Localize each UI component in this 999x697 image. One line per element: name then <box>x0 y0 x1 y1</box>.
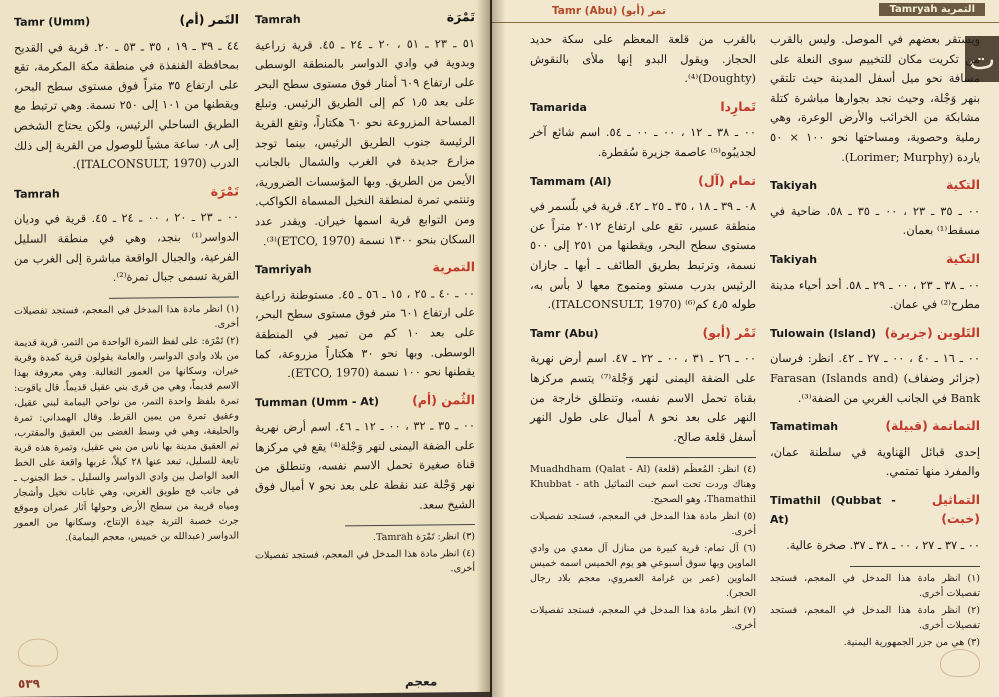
footnote: (٤) انظر: المُعظَم (قلعة) Muadhdham (Qalat - Al) وهناك وردت تحت اسم خبت التماثيل Khubbat - ath Thamathil، وهو الصحيح. <box>530 464 756 506</box>
entry-text: ٠٠ ـ ٣٨ ـ ١٢ ، ٠٠ ـ ٠٠ ـ ٥٤. اسم شائع آخر لجديبُوه⁽⁵⁾ عاصمة جزيرة سُقطرة. <box>530 125 756 159</box>
dictionary-entry <box>530 30 756 89</box>
entry-arabic-title: التَمر (أم) <box>179 11 239 28</box>
entry-text: بالقرب من قلعة المعظم على سكة حديد الحجاز. ويقول البدو إنها ملأى بالنقوش (Doughty)⁽⁴⁾. <box>530 32 756 86</box>
running-header <box>492 0 999 23</box>
section-letter-tab: ت <box>965 36 999 82</box>
entry-arabic-title: تَمْرَة <box>446 9 475 25</box>
entry-heading <box>770 490 980 530</box>
right-page-right-column <box>770 30 980 652</box>
entry-latin-title: Tamr (Abu) <box>530 326 599 340</box>
entry-text: ٠٠ ـ ١٦ ـ ٤٠ ، ٠٠ ـ ٢٧ ـ ٤٢. انظر: فرسان (جزائر وضفاف) (Farasan (Islands and Bank في الجانب الغربي من الضفة⁽³⁾. <box>770 351 980 405</box>
entry-arabic-title: تمام (آل) <box>698 172 756 188</box>
entry-arabic-title: التَلوين (جزيرة) <box>884 324 980 340</box>
footnote: (٦) آل تمام: قرية كبيرة من منازل آل معدي من وادي الماوين وبها سوق أسبوعي هو يوم الخميس اسمه خميس الماوين (عمر بن غرامة العمروي، معجم بلاد رجال الحجر). <box>530 543 756 600</box>
dictionary-entry <box>770 416 980 482</box>
entry-arabic-title: التمرية <box>432 259 475 275</box>
dictionary-entry <box>770 175 980 241</box>
entry-latin-title: Tamarida <box>530 100 587 114</box>
dictionary-entry <box>255 7 475 251</box>
entry-arabic-title: الثُمن (أم) <box>412 391 475 408</box>
footnote: (٣) انظر: تَمْرَة Tamrah. <box>372 531 475 544</box>
entry-heading <box>255 7 475 30</box>
footnote: (٧) انظر مادة هذا المدخل في المعجم، فستجد تفصيلات أخرى. <box>530 605 756 632</box>
entry-latin-title: Takiyah <box>770 179 818 193</box>
footnote: (٣) هي من جزر الجمهورية اليمنية. <box>843 636 980 648</box>
running-header-left: Tamr (Abu) تمر (أبو) <box>552 5 666 17</box>
entry-latin-title: Tammam (Al) <box>530 174 612 188</box>
ornament-icon <box>18 638 58 666</box>
dictionary-entry <box>530 97 756 163</box>
running-header-tab: Tamryah التمرية <box>879 3 985 16</box>
ornament-icon <box>940 649 980 677</box>
entry-latin-title: Timathil (Qubbat - At) <box>770 493 896 527</box>
entry-text: ٠٠ ـ ٢٦ ـ ٣١ ، ٠٠ ـ ٢٢ ـ ٤٧. اسم أرض نهرية على الضفة اليمنى لنهر وَجْلة⁽⁷⁾ يتسم مركزها بقناة تحمل الاسم نفسه، وتنطلق خارجة من النهر على بعد نحو ٨ أميال على طول النهر أسفل قلعة صالح. <box>530 351 756 444</box>
dictionary-entry <box>770 323 980 408</box>
entry-heading <box>770 416 980 437</box>
entry-text: ٠٠ ـ ٣٥ ـ ٣٢ ، ٠٠ ـ ١٢ ـ ٤٦. اسم أرض نهرية على الضفة اليمنى لنهر وَجْلة⁽⁴⁾ يقع في مركزها قناة صغيرة تحمل الاسم نفسه، وتنطلق من نهر وَجْلة عند نقطة على بعد نحو ٧ أميال فوق الشيخ سعد. <box>255 418 476 512</box>
dictionary-entry <box>14 181 239 288</box>
entry-latin-title: Tamrah <box>255 12 301 27</box>
entry-heading <box>530 323 756 344</box>
footnote: (٢) تَمْرَة: على لفظ التمرة الواحدة من التمر، قرية قديمة من بلاد وادي الدواسر، والعامة يقولون قرية كمدة وقرية خيران، وسكانها من العمور التغالبة. وهي معروفة بهذا الاسم قديماً، وهي من قرى بني عقيل قديماً. قال ياقوت: تمرة بلفظ واحدة التمر، من نواحي اليمامة لبني عقيل، وعقيق تمرة من يمين القرط. وقال الهمداني: تمرة والحليفة، وهي في وسط الغضى بين العقيق والمقترب، ثم العقيق مدينة بها ناس من بني عقيل، وتمرة هذه قرية تابعة للسليل، تبعد عنها ٢٨ كيلاً، غربها واقعة على الخط العبد الواصل بين وادي الدواسر والسليل ـ خط الجنوب ـ في جانب فج طويق الغربي، وهي غابات نخيل وأشجار ومياه قريبة من سطح الأرض وحولها آثار عمران وموقع جرث خصبة التربة جيدة الإنتاج، وسكانها من العمور الدواسر (عبدالله بن خميس، معجم اليمامة). <box>14 335 239 544</box>
entry-heading <box>530 171 756 192</box>
footnote: (٤) انظر مادة هذا المدخل في المعجم، فستجد تفصيلات أخرى. <box>255 548 475 575</box>
entry-heading <box>770 175 980 196</box>
entry-arabic-title: التماثيل (خبت) <box>931 491 980 527</box>
entry-text: ٥١ ـ ٢٣ ـ ٥١ ، ٢٠ ـ ٢٤ ـ ٤٥. قرية زراعية وبدوية في وادي الدواسر بالمنطقة الوسطى على ارتفاع ٦٠٩ أمتار فوق مستوى سطح البحر على بعد ١٫٥ كم إلى الطريق الرئيس. وتبلغ المساحة المزروعة نحو ٦٠ هكتاراً، وتقع القرية الرئيسة جنوب الطريق الرئيس، بينما توجد مزارع جديدة في الغرب والشمال بالجانب الأيمن من الطريق. وبها المؤسسات الضرورية، وتنتمي تمرة لمنطقة النخيل المسماة الكواكب. ومن التوابع قرية اسمها خيران. ويقدر عدد السكان بنحو ١٣٠٠ نسمة (ETCO, 1970)⁽³⁾. <box>255 35 475 248</box>
entry-heading <box>255 390 475 413</box>
dictionary-entry <box>255 390 475 517</box>
dictionary-entry <box>255 257 475 384</box>
entry-text: ٤٤ ـ ٣٩ ـ ١٩ ، ٣٥ ـ ٥٣ ـ ٢٠. قرية في القديح بمحافظة القنفذة في منطقة مكة المكرمة، تقع على ارتفاع ٣٥ متراً فوق مستوى سطح البحر، ويقطنها من ١٠١ إلى ٢٥٠ نسمة. وهي ترتبط مع الطريق الساحلي الرئيس، ولكن يحتاج الشخص إلى ٠٫٨ ساعة مشياً للوصول من القرية إلى ذلك الدرب (ITALCONSULT, 1970). <box>14 38 240 172</box>
entry-latin-title: Tamriyah <box>255 262 312 277</box>
dictionary-entry <box>530 323 756 448</box>
entry-arabic-title: تَمْر (أبو) <box>702 324 756 340</box>
entry-arabic-title: التكية <box>945 177 980 193</box>
entry-heading <box>770 249 980 270</box>
entry-arabic-title: تَمْرَة <box>210 183 239 199</box>
entry-text: ٠٠ ـ ٢٣ ـ ٢٠ ، ٠٠ ـ ٢٤ ـ ٤٥. قرية في وديان الدواسر⁽¹⁾ بنجد، وهي في منطقة السليل الفرعية، والجبال الواقعة مباشرة إلى الغرب من القرية تسمى جبال تمرة⁽²⁾. <box>14 209 239 284</box>
entry-heading <box>255 257 475 280</box>
entry-heading <box>530 97 756 118</box>
left-page-left-column <box>14 5 239 547</box>
entry-text: ٠٠ ـ ٣٧ ـ ٢٧ ، ٠٠ ـ ٣٨ ـ ٣٧. صخرة عالية. <box>786 538 980 553</box>
entry-latin-title: Tumman (Umm - At) <box>255 394 380 410</box>
entry-heading <box>14 181 239 204</box>
entry-heading <box>14 9 239 32</box>
dictionary-entry <box>770 490 980 556</box>
right-page-left-column <box>530 30 756 635</box>
dictionary-entry <box>770 30 980 167</box>
footnote: (٢) انظر مادة هذا المدخل في المعجم، فستجد تفصيلات أخرى. <box>770 604 980 631</box>
footer-mark: معجم <box>405 674 438 689</box>
left-page <box>0 0 490 697</box>
entry-latin-title: Tamatimah <box>770 420 839 434</box>
entry-text: ٠٠ ـ ٣٥ ـ ٢٣ ، ٠٠ ـ ٣٥ ـ ٥٨. ضاحية في مسقط⁽¹⁾ بعمان. <box>770 203 980 238</box>
entry-text: ٠٠ ـ ٣٨ ـ ٢٣ ، ٠٠ ـ ٢٩ ـ ٥٨. أحد أحياء مدينة مطرح⁽²⁾ في عمان. <box>770 277 980 312</box>
footnote: (٥) انظر مادة هذا المدخل في المعجم، فستجد تفصيلات أخرى. <box>530 511 756 538</box>
dictionary-entry <box>770 249 980 315</box>
entry-arabic-title: التماتمة (قبيلة) <box>885 418 980 434</box>
book-gutter <box>476 0 506 697</box>
entry-text: ٠٠ ـ ٤٠ ـ ٢٥ ، ١٥ ـ ٥٦ ـ ٤٥. مستوطنة زراعية على ارتفاع ٦٠١ متر فوق مستوى سطح البحر، على بعد ١٠ كم من تمير في المنطقة الوسطى. وبها نحو ٣٠ هكتاراً مزروعة، كما يقطنها نحو ١٠٠ نسمة (ETCO, 1970). <box>255 285 475 381</box>
entry-text: ٠٨ ـ ٣٩ ـ ١٨ ، ٣٥ ـ ٢٥ ـ ٤٢. قرية في بلّسمر في منطقة عسير، تقع على ارتفاع ٢٠١٢ متراً عن مستوى سطح البحر، ويقطنها من ٢٥١ إلى ٥٠٠ نسمة، وترتبط بطريق الطائف ـ أبها ـ جازان الرئيس بدرب مستو ومتموج معها لا بأس به، طوله ٤٫٥ كم⁽⁶⁾ (ITALCONSULT, 1970). <box>530 199 756 312</box>
entry-latin-title: Tulowain (Island) <box>770 326 877 340</box>
dictionary-entry <box>14 9 239 175</box>
footnote: (١) انظر مادة هذا المدخل في المعجم، فستجد تفصيلات أخرى. <box>770 572 980 599</box>
entry-text: إحدى قبائل الهَناوية في سلطنة عمان، والمفرد منها تمتمي. <box>770 444 980 479</box>
entry-latin-title: Tamr (Umm) <box>14 15 91 29</box>
footnote: (١) انظر مادة هذا المدخل في المعجم، فستجد تفصيلات أخرى. <box>14 303 239 330</box>
entry-arabic-title: تَمارِدا <box>720 98 756 114</box>
entry-heading <box>770 323 980 344</box>
entry-latin-title: Takiyah <box>770 252 818 266</box>
left-page-right-column <box>255 3 475 581</box>
page-number: ٥٣٩ <box>18 676 40 691</box>
entry-text: ويستقر بعضهم في الموصل. وليس بالقرب من تكريت مكان للتخييم سوى النعلة على مسافة نحو ميل أسفل المدينة حيث تلتقي بنهر وَجْلة، وحيث نجد بجوارها مباشرة كتلة مشابكة من الخرائب والأرض الوعرة، وهي رملية وحصوية، ومساحتها نحو ١٠٠ × ٥٠ ياردة (Lorimer; Murphy). <box>770 32 980 164</box>
entry-latin-title: Tamrah <box>14 187 60 201</box>
entry-arabic-title: التكية <box>945 250 980 266</box>
dictionary-entry <box>530 171 756 315</box>
